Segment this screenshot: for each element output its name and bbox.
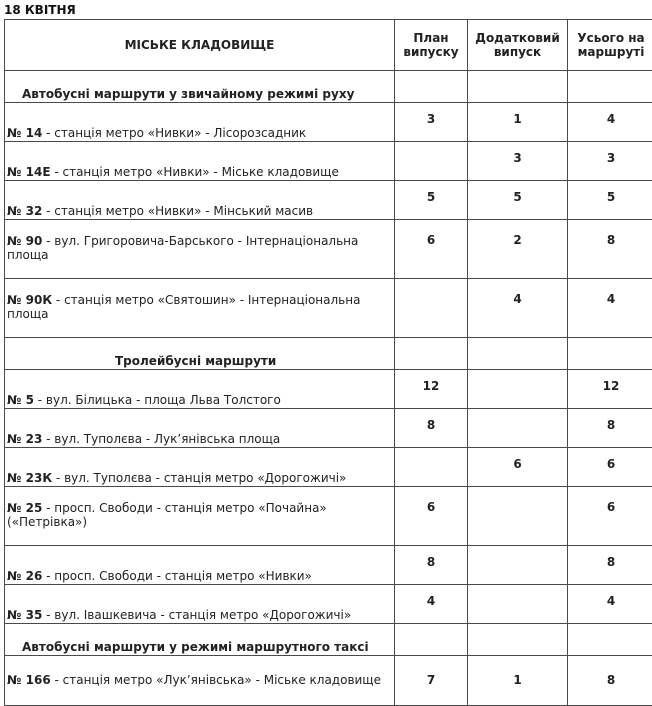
route-description: - вул. Григоровича-Барського - Інтернаціональна площа bbox=[7, 234, 358, 262]
route-cell bbox=[5, 220, 395, 279]
route-description: - станція метро «Святошин» - Інтернаціональна площа bbox=[7, 293, 360, 321]
route-description: - вул. Івашкевича - станція метро «Дорогожичі» bbox=[42, 608, 351, 622]
extra-cell: 2 bbox=[468, 220, 568, 279]
route-number: № 26 bbox=[7, 569, 42, 583]
route-cell bbox=[5, 279, 395, 338]
plan-cell bbox=[395, 142, 468, 181]
route-number: № 23 bbox=[7, 432, 42, 446]
header-total: Усього на маршруті bbox=[568, 20, 652, 71]
section-row bbox=[5, 71, 652, 103]
route-description: - вул. Білицька - площа Льва Толстого bbox=[34, 393, 281, 407]
route-cell bbox=[5, 181, 395, 220]
route-description: - вул. Туполєва - станція метро «Дорогожичі» bbox=[52, 471, 346, 485]
total-cell: 4 bbox=[568, 279, 652, 338]
extra-cell: 4 bbox=[468, 279, 568, 338]
table-row bbox=[5, 181, 652, 220]
plan-cell: 12 bbox=[395, 370, 468, 409]
route-number: № 14 bbox=[7, 126, 42, 140]
route-cell bbox=[5, 448, 395, 487]
total-cell: 3 bbox=[568, 142, 652, 181]
route-cell bbox=[5, 103, 395, 142]
table-row bbox=[5, 546, 652, 585]
extra-cell bbox=[468, 487, 568, 546]
plan-cell: 8 bbox=[395, 409, 468, 448]
plan-cell bbox=[395, 279, 468, 338]
route-description: - станція метро «Лук’янівська» - Міське кладовище bbox=[51, 673, 381, 687]
route-cell bbox=[5, 656, 395, 706]
extra-cell: 1 bbox=[468, 656, 568, 706]
header-extra: Додатковий випуск bbox=[468, 20, 568, 71]
total-cell: 6 bbox=[568, 487, 652, 546]
route-description: - просп. Свободи - станція метро «Почайна» («Петрівка») bbox=[7, 501, 327, 529]
section-row bbox=[5, 338, 652, 370]
section-row bbox=[5, 624, 652, 656]
header-title: МІСЬКЕ КЛАДОВИЩЕ bbox=[5, 20, 395, 71]
table-row bbox=[5, 409, 652, 448]
route-number: № 35 bbox=[7, 608, 42, 622]
extra-cell: 6 bbox=[468, 448, 568, 487]
route-number: № 90К bbox=[7, 293, 52, 307]
route-cell bbox=[5, 585, 395, 624]
plan-cell: 4 bbox=[395, 585, 468, 624]
route-number: № 23К bbox=[7, 471, 52, 485]
route-description: - станція метро «Нивки» - Мінський масив bbox=[42, 204, 313, 218]
extra-cell bbox=[468, 370, 568, 409]
plan-cell: 5 bbox=[395, 181, 468, 220]
route-cell bbox=[5, 409, 395, 448]
table-row bbox=[5, 656, 652, 706]
plan-cell: 3 bbox=[395, 103, 468, 142]
section-title: Автобусні маршрути у режимі маршрутного таксі bbox=[5, 624, 395, 656]
total-cell: 8 bbox=[568, 220, 652, 279]
table-row bbox=[5, 487, 652, 546]
table-row bbox=[5, 103, 652, 142]
table-row bbox=[5, 279, 652, 338]
table-row bbox=[5, 142, 652, 181]
route-cell bbox=[5, 370, 395, 409]
extra-cell bbox=[468, 409, 568, 448]
extra-cell bbox=[468, 585, 568, 624]
plan-cell: 6 bbox=[395, 220, 468, 279]
section-title: Тролейбусні маршрути bbox=[5, 338, 395, 370]
total-cell: 5 bbox=[568, 181, 652, 220]
total-cell: 8 bbox=[568, 656, 652, 706]
date-heading: 18 КВІТНЯ bbox=[4, 3, 76, 17]
extra-cell: 3 bbox=[468, 142, 568, 181]
extra-cell: 1 bbox=[468, 103, 568, 142]
route-number: № 90 bbox=[7, 234, 42, 248]
route-description: - вул. Туполєва - Лук’янівська площа bbox=[42, 432, 280, 446]
route-number: № 25 bbox=[7, 501, 42, 515]
table-row bbox=[5, 370, 652, 409]
plan-cell bbox=[395, 448, 468, 487]
route-cell bbox=[5, 487, 395, 546]
plan-cell: 6 bbox=[395, 487, 468, 546]
route-number: № 166 bbox=[7, 673, 51, 687]
route-description: - станція метро «Нивки» - Міське кладовище bbox=[51, 165, 339, 179]
table-row bbox=[5, 448, 652, 487]
total-cell: 8 bbox=[568, 546, 652, 585]
header-plan: План випуску bbox=[395, 20, 468, 71]
route-number: № 32 bbox=[7, 204, 42, 218]
route-cell bbox=[5, 546, 395, 585]
extra-cell: 5 bbox=[468, 181, 568, 220]
route-number: № 14Е bbox=[7, 165, 51, 179]
route-description: - просп. Свободи - станція метро «Нивки» bbox=[42, 569, 312, 583]
total-cell: 12 bbox=[568, 370, 652, 409]
route-description: - станція метро «Нивки» - Лісорозсадник bbox=[42, 126, 306, 140]
total-cell: 4 bbox=[568, 103, 652, 142]
section-title: Автобусні маршрути у звичайному режимі руху bbox=[5, 71, 395, 103]
table-row bbox=[5, 585, 652, 624]
table-row bbox=[5, 220, 652, 279]
total-cell: 4 bbox=[568, 585, 652, 624]
total-cell: 6 bbox=[568, 448, 652, 487]
route-number: № 5 bbox=[7, 393, 34, 407]
total-cell: 8 bbox=[568, 409, 652, 448]
plan-cell: 7 bbox=[395, 656, 468, 706]
extra-cell bbox=[468, 546, 568, 585]
route-cell bbox=[5, 142, 395, 181]
table-header-row bbox=[5, 20, 652, 71]
plan-cell: 8 bbox=[395, 546, 468, 585]
